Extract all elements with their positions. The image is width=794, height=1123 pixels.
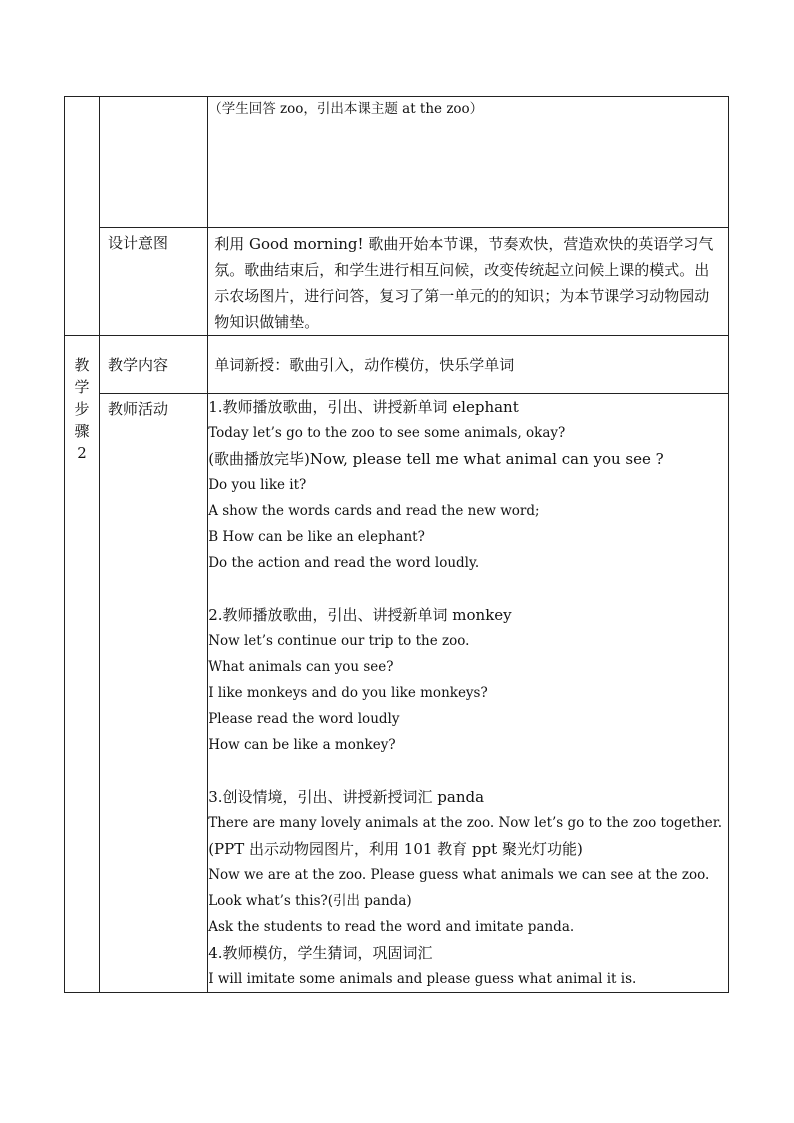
- table-row: [65, 97, 729, 228]
- activity-line: Do you like it?: [208, 477, 307, 493]
- content-text: 单词新授：歌曲引入，动作模仿，快乐学单词: [214, 356, 515, 374]
- activity-line: 3.创设情境，引出、讲授新授词汇 panda: [208, 788, 485, 806]
- activity-line: A show the words cards and read the new word;: [208, 503, 540, 519]
- step-cell: [65, 336, 100, 993]
- step-char: 2: [77, 444, 87, 462]
- activity-line: Look what’s this?(引出 panda): [208, 893, 412, 909]
- design-label: 设计意图: [108, 234, 169, 252]
- answer-note-cell: [208, 97, 729, 228]
- empty-label-cell: [100, 97, 208, 228]
- content-label: 教学内容: [108, 356, 169, 374]
- activity-line: How can be like a monkey?: [208, 737, 396, 753]
- activity-line: Now let’s continue our trip to the zoo.: [208, 633, 470, 649]
- content-text-cell: [208, 336, 729, 394]
- activity-line: B How can be like an elephant?: [208, 529, 425, 545]
- activity-line: Now we are at the zoo. Please guess what animals we can see at the zoo.: [208, 867, 710, 883]
- lesson-plan-table: [64, 96, 729, 993]
- step-char: 学: [74, 378, 90, 396]
- table-row: [65, 228, 729, 336]
- activity-line: 2.教师播放歌曲，引出、讲授新单词 monkey: [208, 606, 512, 624]
- activities-cell: [208, 394, 729, 993]
- design-label-cell: [100, 228, 208, 336]
- design-text: 利用 Good morning! 歌曲开始本节课，节奏欢快，营造欢快的英语学习气氛。歌曲结束后，和学生进行相互问候，改变传统起立问候上课的模式。出示农场图片，进行问答，复习了第一单元的的知识；为本节课学习动物园动物知识做铺垫。: [214, 235, 714, 331]
- blank-line: [208, 758, 728, 784]
- content-label-cell: [100, 336, 208, 394]
- step-label: [65, 336, 99, 464]
- activity-line: (歌曲播放完毕)Now, please tell me what animal can you see ?: [208, 450, 664, 468]
- activity-line: 4.教师模仿，学生猜词，巩固词汇: [208, 944, 433, 962]
- activities-label: 教师活动: [108, 400, 169, 418]
- blank-line: [208, 576, 728, 602]
- activities-label-cell: [100, 394, 208, 993]
- answer-note: （学生回答 zoo，引出本课主题 at the zoo）: [208, 101, 484, 117]
- activity-line: Do the action and read the word loudly.: [208, 555, 480, 571]
- table-row: [65, 336, 729, 394]
- step-char: 步: [74, 400, 90, 418]
- table-row: [65, 394, 729, 993]
- design-text-cell: [208, 228, 729, 336]
- activity-line: Please read the word loudly: [208, 711, 400, 727]
- activity-line: Ask the students to read the word and imitate panda.: [208, 919, 575, 935]
- empty-step-cell: [65, 97, 100, 336]
- step-char: 骤: [74, 422, 90, 440]
- activity-line: What animals can you see?: [208, 659, 394, 675]
- activity-line: Today let’s go to the zoo to see some animals, okay?: [208, 425, 566, 441]
- step-char: 教: [74, 356, 90, 374]
- activity-line: 1.教师播放歌曲，引出、讲授新单词 elephant: [208, 398, 519, 416]
- activity-line: I like monkeys and do you like monkeys?: [208, 685, 488, 701]
- activity-line: I will imitate some animals and please guess what animal it is.: [208, 971, 637, 987]
- activity-line: (PPT 出示动物园图片，利用 101 教育 ppt 聚光灯功能): [208, 840, 583, 858]
- activity-line: There are many lovely animals at the zoo. Now let’s go to the zoo together.: [208, 815, 723, 831]
